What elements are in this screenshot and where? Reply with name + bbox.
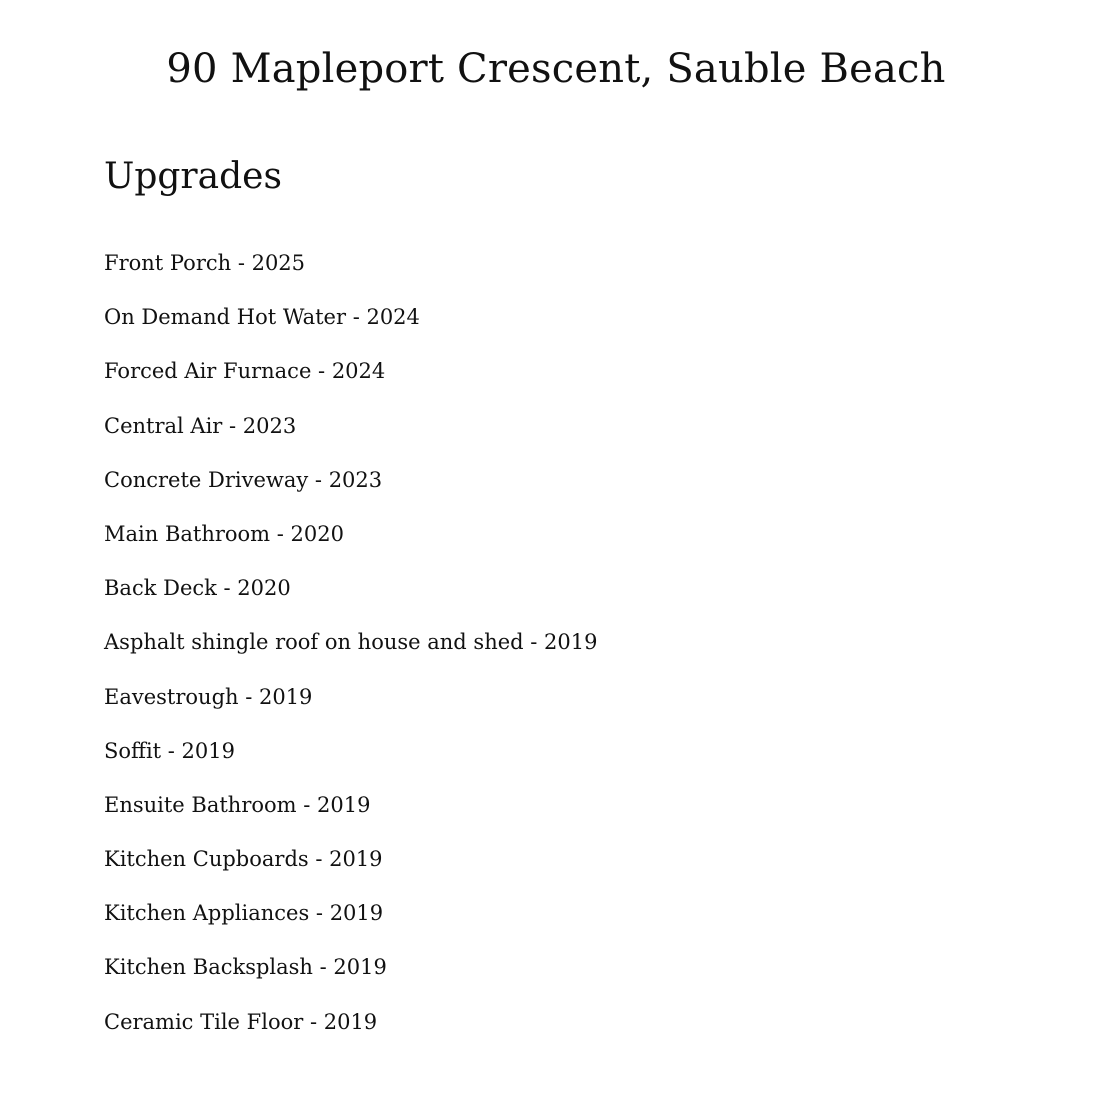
list-item: Soffit - 2019 [104,738,235,763]
list-item: Ensuite Bathroom - 2019 [104,792,371,817]
list-item: Concrete Driveway - 2023 [104,467,383,492]
page-title: 90 Mapleport Crescent, Sauble Beach [166,46,946,92]
list-item: Main Bathroom - 2020 [104,521,344,546]
upgrades-section [104,152,1004,1034]
list-item: Kitchen Appliances - 2019 [104,901,384,926]
list-item: Back Deck - 2020 [104,576,291,601]
list-item: Ceramic Tile Floor - 2019 [104,1009,378,1034]
list-item: Kitchen Backsplash - 2019 [104,955,387,980]
upgrades-list [104,248,597,1061]
list-item: Asphalt shingle roof on house and shed - 2019 [104,630,598,655]
list-item: Kitchen Cupboards - 2019 [104,847,383,872]
list-item: Front Porch - 2025 [104,251,306,275]
upgrades-heading: Upgrades [104,156,282,197]
list-item: Forced Air Furnace - 2024 [104,359,386,384]
list-item: Eavestrough - 2019 [104,684,313,709]
list-item: Central Air - 2023 [104,413,297,438]
list-item: On Demand Hot Water - 2024 [104,305,420,330]
